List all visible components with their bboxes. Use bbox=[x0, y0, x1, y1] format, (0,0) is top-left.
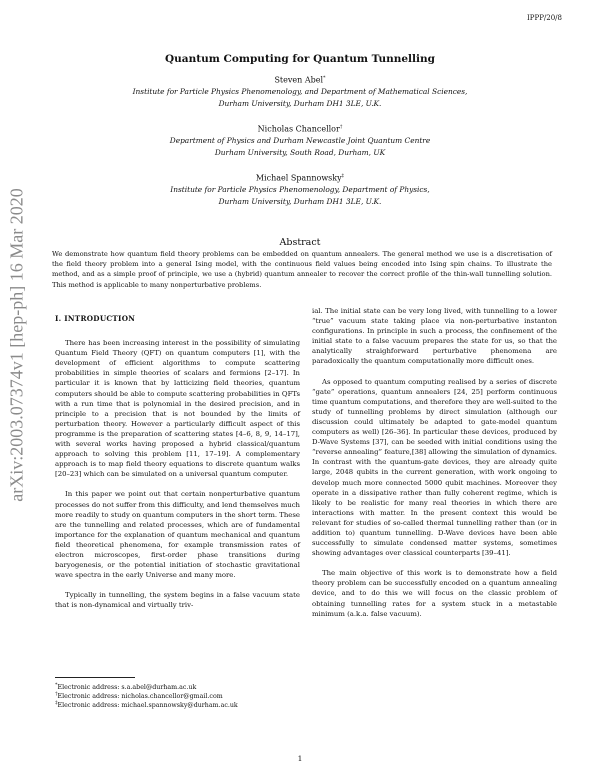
affiliation-line: Durham University, South Road, Durham, UK bbox=[214, 147, 386, 157]
footnote-text: Electronic address: michael.spannowsky@durham.ac.uk bbox=[57, 702, 238, 710]
abstract-text: We demonstrate how quantum field theory problems can be embedded on quantum annealers. The general method we use is a discretisation of the field theory problem into a general Ising model, with the continuous field values being encoded into Ising spin chains. To illustrate the method, and as a simple proof of principle, we use a (hybrid) quantum annealer to recover the correct profile of the thin-wall tunnelling solution. This method is applicable to many nonperturbative problems. bbox=[52, 250, 552, 289]
footnote-divider bbox=[55, 677, 135, 678]
section-heading: I. INTRODUCTION bbox=[55, 314, 136, 323]
author-2 bbox=[0, 124, 600, 134]
author-3 bbox=[0, 173, 600, 183]
page-number: 1 bbox=[297, 754, 303, 763]
author-3-mark: ‡ bbox=[341, 173, 345, 179]
paragraph: ial. The initial state can be very long lived, with tunnelling to a lower “true” vacuum state taking place via non-perturbative instanton configurations. In principle in such a process, the confinement of the initial state to a false vacuum prepares the state for us, so that the analytically straighforward perturbative phenomena are paradoxically the quantum computationally more difficult ones. bbox=[312, 307, 557, 366]
report-number: IPPP/20/8 bbox=[527, 14, 562, 22]
footnote bbox=[55, 699, 238, 710]
author-1-name: Steven Abel bbox=[274, 75, 324, 85]
affiliation-line: Durham University, Durham DH1 3LE, U.K. bbox=[218, 196, 382, 206]
footnote-text: Electronic address: s.a.abel@durham.ac.uk bbox=[57, 684, 197, 692]
author-3-affiliation bbox=[80, 184, 520, 207]
footnote-mark: * bbox=[55, 682, 58, 688]
author-2-affiliation bbox=[80, 135, 520, 158]
paper-title: Quantum Computing for Quantum Tunnelling bbox=[165, 53, 435, 65]
affiliation-line: Department of Physics and Durham Newcastle Joint Quantum Centre bbox=[169, 136, 431, 145]
paragraph: The main objective of this work is to demonstrate how a field theory problem can be successfully encoded on a quantum annealing device, and to do this we will focus on the classic problem of obtaining tunnelling rates for a system stuck in a metastable minimum (a.k.a. false vacuum). bbox=[312, 569, 557, 618]
paragraph: There has been increasing interest in the possibility of simulating Quantum Field Theory (QFT) on quantum computers [1], with the development of efficient algorithms to compute scattering probabilities in simple theories of scalars and fermions [2–17]. In particular it is known that by latticizing field theories, quantum computers should be able to compute scattering probabilities in QFTs with a run time that is polynomial in the desired precision, and in principle to a precision that is not bounded by the limits of perturbation theory. However a particularly difficult aspect of this programme is the preparation of scattering states [4–6, 8, 9, 14–17], with several works having proposed a hybrid classical/quantum approach to solving this problem [11, 17–19]. A complementary approach is to map field theory equations to discrete quantum walks [20–23] which can be simulated on a universal quantum computer. bbox=[55, 339, 300, 479]
right-column bbox=[312, 306, 557, 629]
author-2-name: Nicholas Chancellor bbox=[257, 124, 340, 134]
paragraph: As opposed to quantum computing realised by a series of discrete “gate” operations, quantum annealers [24, 25] perform continuous time quantum computations, and therefore they are well-suited to the study of tunnelling problems by direct simulation (although our discussion could ultimately be adapted to gate-model quantum computers as well) [26–36]. In particular these devices, produced by D-Wave Systems [37], can be seeded with initial conditions using the “reverse annealing” feature,[38] allowing the simulation of dynamics. In contrast with the quantum-gate devices, they are already quite large, 2048 qubits in the current generation, with work ongoing to develop much more connected 5000 qubit machines. Moreover they operate in a dissipative rather than fully coherent regime, which is likely to be realistic for many real theories in which there are interactions with matter. In the present context this would be relevant for studies of so-called thermal tunnelling rather than (or in addition to) quantum tunnelling. D-Wave devices have been able successfully to simulate condensed matter systems, sometimes showing advantages over classical counterparts [39–41]. bbox=[312, 377, 557, 558]
author-1-mark: * bbox=[323, 75, 326, 81]
footnote-mark: ‡ bbox=[55, 700, 58, 706]
arxiv-stamp bbox=[6, 180, 28, 510]
affiliation-line: Institute for Particle Physics Phenomenology, Department of Physics, bbox=[170, 185, 430, 194]
affiliation-line: Institute for Particle Physics Phenomenology, and Department of Mathematical Sciences, bbox=[132, 87, 468, 96]
arxiv-stamp-text: arXiv:2003.07374v1 [hep-ph] 16 Mar 2020 bbox=[6, 188, 27, 502]
author-2-mark: † bbox=[339, 124, 343, 130]
affiliation-line: Durham University, Durham DH1 3LE, U.K. bbox=[218, 98, 382, 108]
footnote-mark: † bbox=[55, 691, 58, 697]
footnote-text: Electronic address: nicholas.chancellor@gmail.com bbox=[57, 693, 223, 701]
author-1-affiliation bbox=[80, 86, 520, 109]
paragraph: In this paper we point out that certain nonperturbative quantum processes do not suffer from this difficulty, and lend themselves much more readily to study on quantum computers in the short term. These are the tunnelling and related processes, which are of fundamental importance for the explanation of quantum mechanical and quantum field theoretical phenomena, for example transmission rates of electron microscopes, first-order phase transitions during baryogenesis, or the potential initiation of stochastic gravitational wave spectra in the early Universe and many more. bbox=[55, 490, 300, 580]
author-3-name: Michael Spannowsky bbox=[255, 173, 342, 183]
left-column bbox=[55, 304, 300, 620]
paragraph: Typically in tunnelling, the system begins in a false vacuum state that is non-dynamical and virtually triv- bbox=[55, 591, 300, 610]
author-1 bbox=[0, 75, 600, 85]
abstract-heading: Abstract bbox=[279, 237, 321, 248]
